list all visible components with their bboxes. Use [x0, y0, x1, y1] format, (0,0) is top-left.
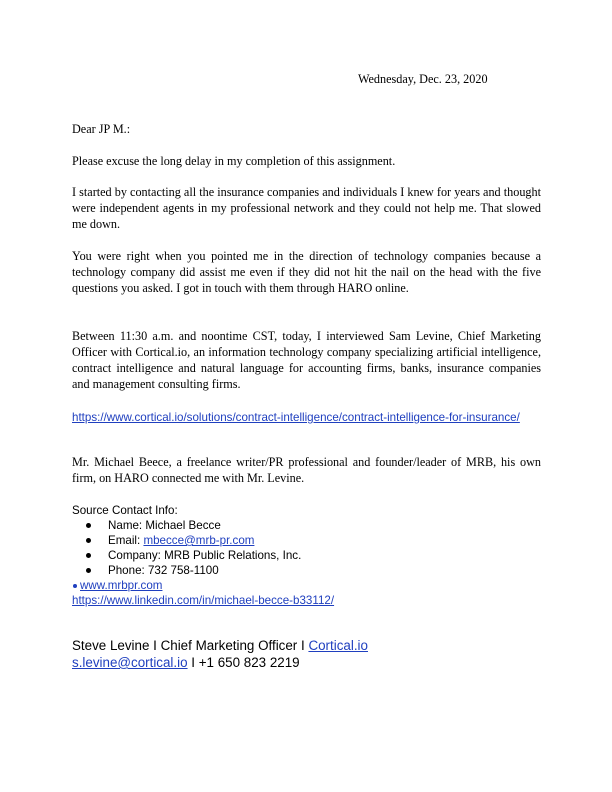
contact-item-phone	[72, 563, 541, 578]
paragraph-technology: You were right when you pointed me in the direction of technology companies because a technology company did assist me even if they did not hit the nail on the head with the five questions you asked. I got in touch with them through HARO online.	[72, 249, 541, 295]
reference-link-block	[72, 408, 541, 426]
signature-email-link[interactable]: s.levine@cortical.io	[72, 655, 188, 670]
source-contact-section	[72, 503, 541, 608]
paragraph-beece: Mr. Michael Beece, a freelance writer/PR professional and founder/leader of MRB, his own firm, on HARO connected me with Mr. Levine.	[72, 455, 541, 485]
linkedin-link[interactable]: https://www.linkedin.com/in/michael-becce-b33112/	[72, 594, 335, 607]
contact-value: 732 758-1100	[147, 564, 219, 577]
signature-block	[72, 637, 541, 671]
cortical-insurance-link[interactable]: https://www.cortical.io/solutions/contract-intelligence/contract-intelligence-for-insurance/	[72, 411, 520, 424]
contact-value: MRB Public Relations, Inc.	[164, 549, 302, 562]
letter-date: Wednesday, Dec. 23, 2020	[358, 72, 488, 86]
website-line	[72, 578, 541, 593]
contact-item-email	[72, 533, 541, 548]
website-link[interactable]: www.mrbpr.com	[80, 579, 163, 592]
signature-phone: I +1 650 823 2219	[187, 655, 300, 670]
signature-line-2	[72, 654, 541, 671]
signature-name-title: Steve Levine I Chief Marketing Officer I	[72, 638, 309, 653]
paragraph-interview: Between 11:30 a.m. and noontime CST, today, I interviewed Sam Levine, Chief Marketing Officer with Cortical.io, an information technology company specializing artificial intelligence, contract intelligence and natural language for accounting firms, banks, insurance companies and management consulting firms.	[72, 329, 541, 391]
email-link[interactable]: mbecce@mrb-pr.com	[143, 534, 255, 547]
contact-item-name	[72, 518, 541, 533]
bullet-icon	[86, 568, 91, 573]
bullet-icon	[73, 584, 77, 588]
contact-heading: Source Contact Info:	[72, 504, 178, 517]
linkedin-line	[72, 593, 541, 608]
cortical-link[interactable]: Cortical.io	[308, 638, 368, 653]
contact-label: Email:	[108, 534, 144, 547]
contact-label: Phone:	[108, 564, 148, 577]
paragraph-contacting: I started by contacting all the insurance companies and individuals I knew for years and thought were independent agents in my professional network and they could not help me. That slowed me down.	[72, 185, 541, 231]
paragraph-apology: Please excuse the long delay in my completion of this assignment.	[72, 154, 396, 168]
contact-item-company	[72, 548, 541, 563]
contact-value: Michael Becce	[145, 519, 221, 532]
bullet-icon	[86, 523, 91, 528]
contact-label: Name:	[108, 519, 146, 532]
contact-list	[72, 518, 541, 578]
bullet-icon	[86, 538, 91, 543]
contact-label: Company:	[108, 549, 165, 562]
letter-greeting: Dear JP M.:	[72, 122, 131, 136]
bullet-icon	[86, 553, 91, 558]
signature-line-1	[72, 637, 541, 654]
